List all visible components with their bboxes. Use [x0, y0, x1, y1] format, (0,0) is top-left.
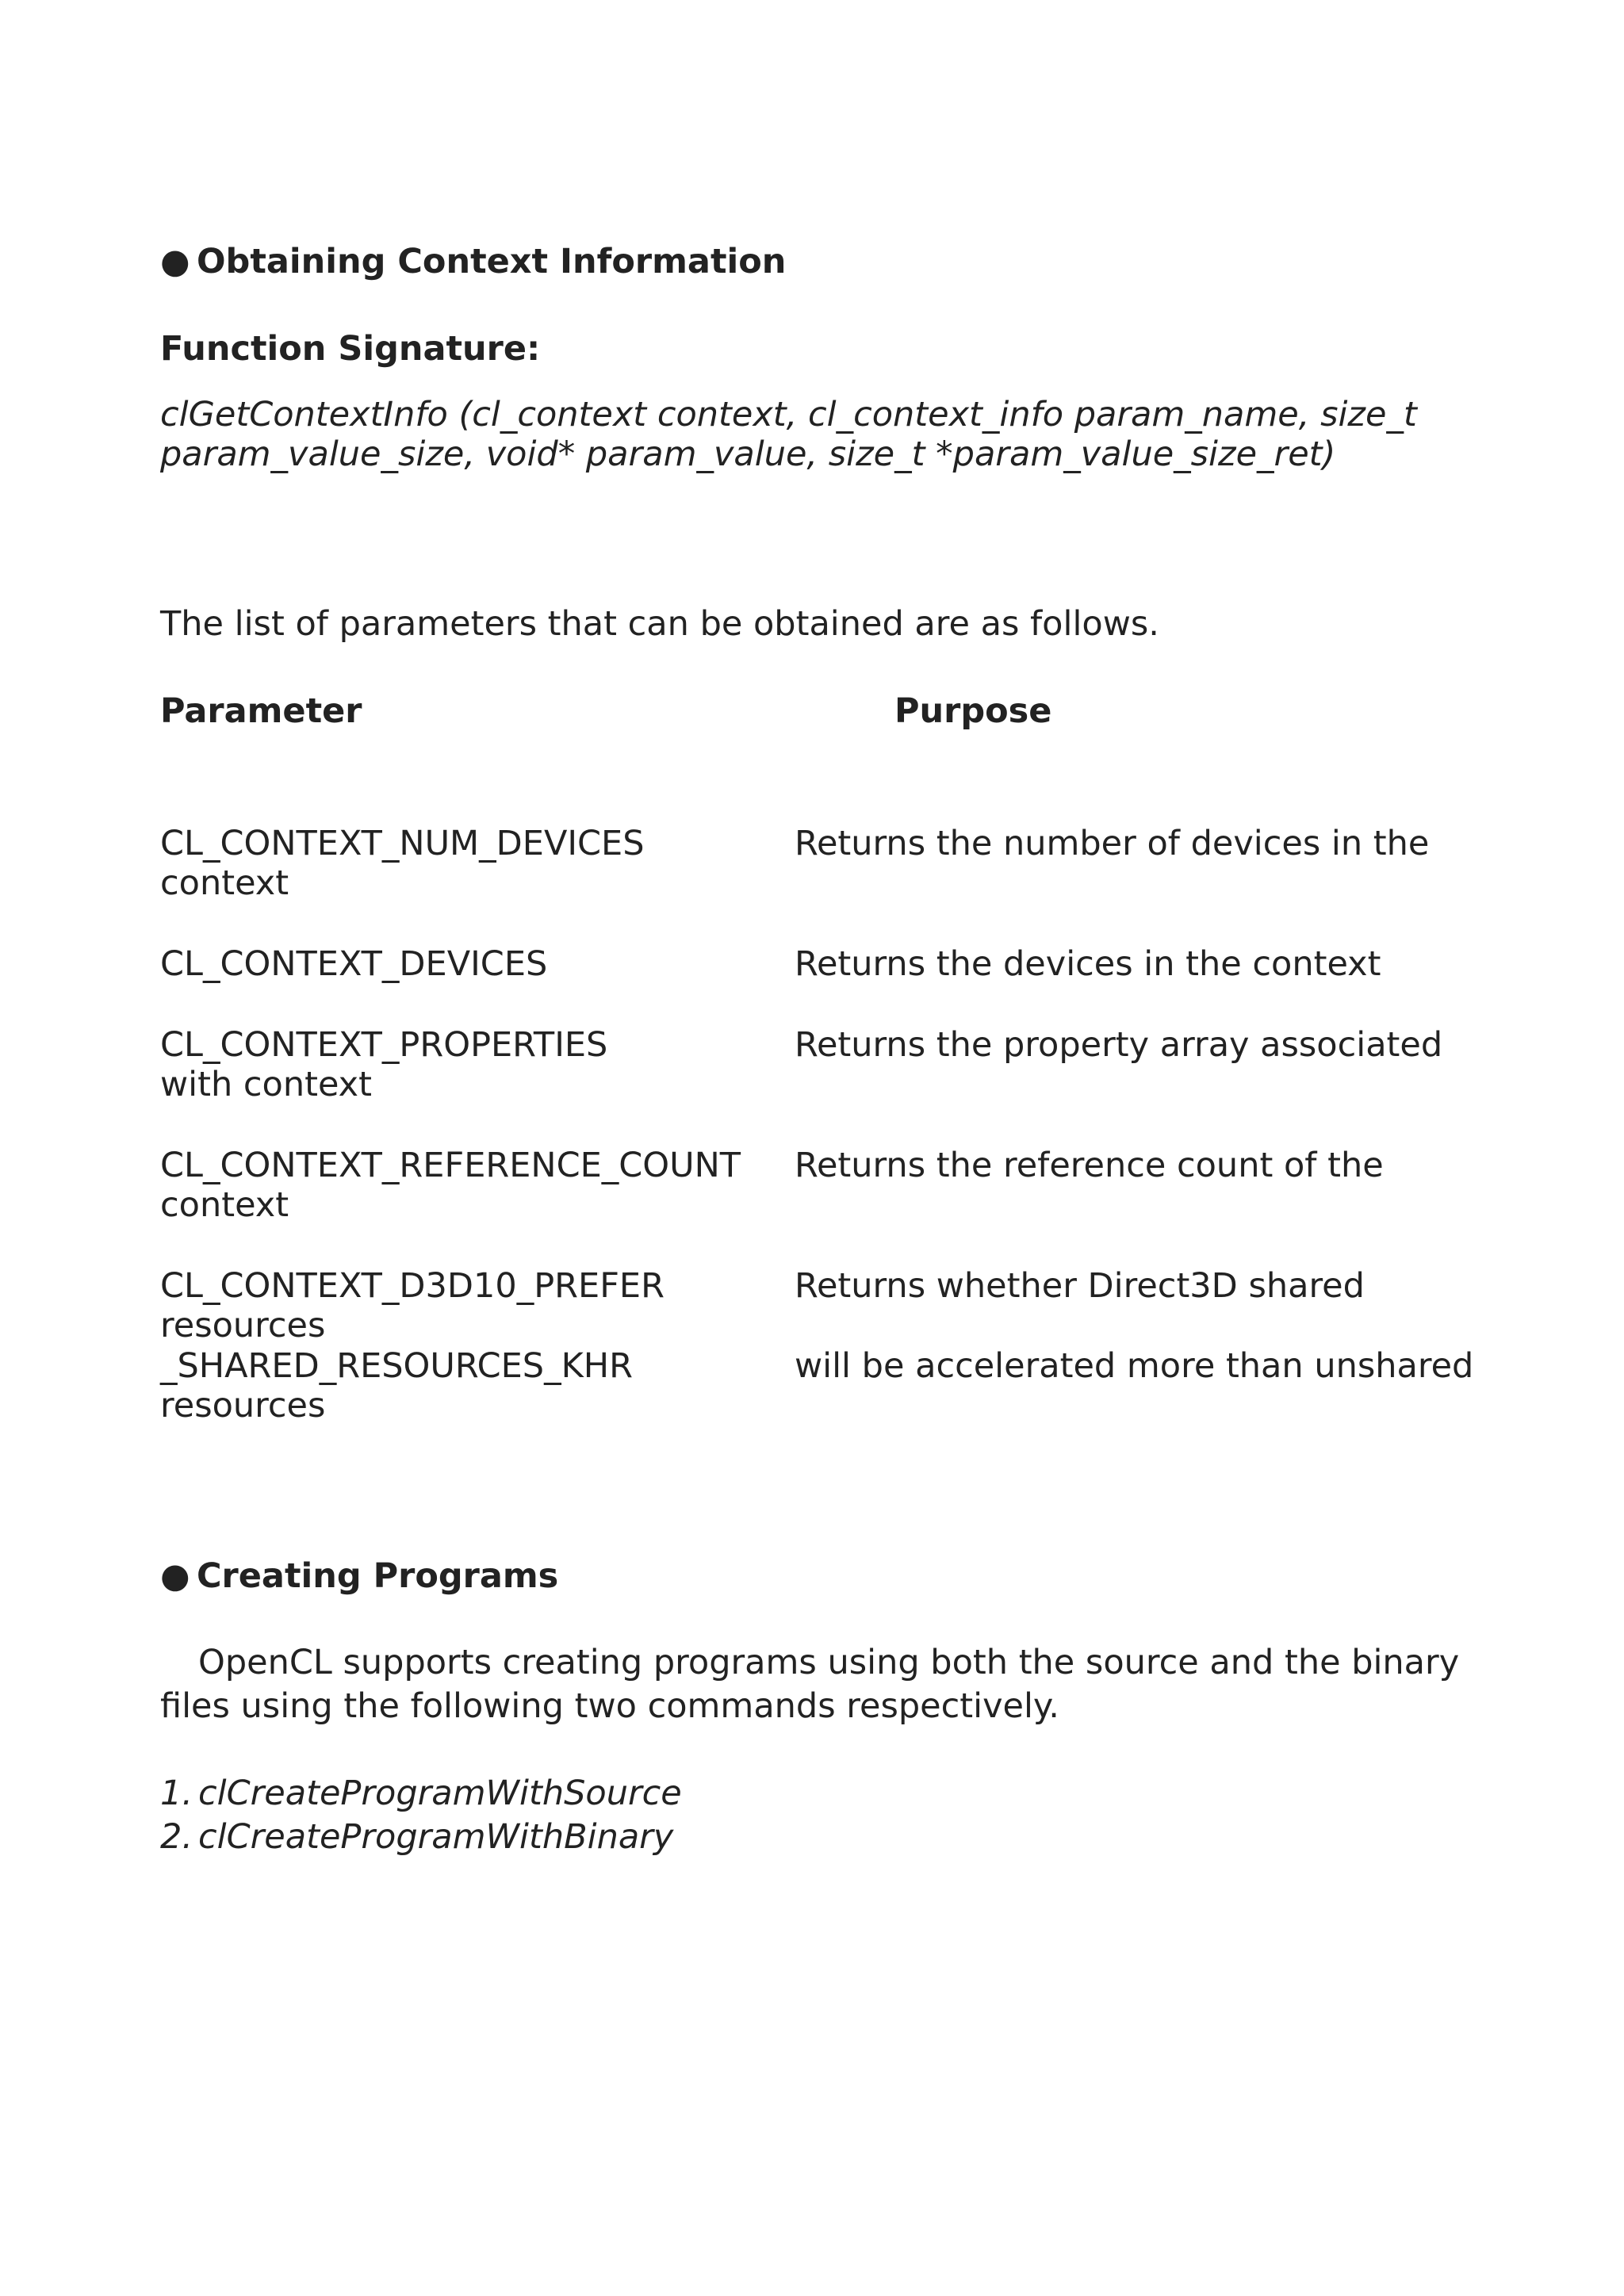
- bullet-icon: ●: [160, 1556, 190, 1596]
- table-row-param: CL_CONTEXT_D3D10_PREFER: [160, 1266, 665, 1306]
- table-row-purpose-part-2: will be accelerated more than unshared: [795, 1346, 1474, 1386]
- parameters-intro: The list of parameters that can be obtained are as follows.: [160, 604, 1159, 644]
- paragraph-line-2: files using the following two commands respectively.: [160, 1686, 1059, 1726]
- table-row-param: CL_CONTEXT_NUM_DEVICES: [160, 824, 645, 863]
- table-row-continuation-part-2: resources: [160, 1386, 326, 1425]
- section-heading-context-info: [160, 242, 786, 281]
- table-row-purpose: Returns the property array associated: [795, 1025, 1443, 1065]
- list-text: clCreateProgramWithSource: [198, 1774, 682, 1813]
- table-row-param: CL_CONTEXT_PROPERTIES: [160, 1025, 608, 1065]
- table-row-param: CL_CONTEXT_REFERENCE_COUNT: [160, 1146, 741, 1185]
- heading-text: Creating Programs: [197, 1556, 559, 1596]
- bullet-icon: ●: [160, 242, 190, 281]
- list-number: 2.: [160, 1817, 193, 1857]
- table-row-purpose: Returns the number of devices in the: [795, 824, 1430, 863]
- section-heading-creating-programs: [160, 1556, 558, 1596]
- table-row-continuation: context: [160, 1185, 289, 1225]
- list-number: 1.: [160, 1774, 193, 1813]
- heading-text: Obtaining Context Information: [197, 242, 787, 281]
- list-item: [160, 1817, 673, 1857]
- function-signature-label: Function Signature:: [160, 329, 541, 369]
- function-signature-line-1: clGetContextInfo (cl_context context, cl_context_info param_name, size_t: [160, 395, 1417, 434]
- table-row-purpose: Returns the reference count of the: [795, 1146, 1384, 1185]
- table-row-param-part-2: _SHARED_RESOURCES_KHR: [160, 1346, 633, 1386]
- table-row-purpose: Returns whether Direct3D shared: [795, 1266, 1365, 1306]
- table-row-continuation: context: [160, 863, 289, 903]
- column-header-parameter: Parameter: [160, 691, 362, 731]
- table-row-continuation: resources: [160, 1306, 326, 1345]
- table-row-param: CL_CONTEXT_DEVICES: [160, 944, 548, 984]
- column-header-purpose: Purpose: [894, 691, 1052, 731]
- table-row-continuation: with context: [160, 1065, 372, 1104]
- function-signature-line-2: param_value_size, void* param_value, size_t *param_value_size_ret): [160, 434, 1336, 474]
- table-row-purpose: Returns the devices in the context: [795, 944, 1381, 984]
- paragraph-line-1: OpenCL supports creating programs using both the source and the binary: [198, 1643, 1460, 1682]
- list-item: [160, 1774, 682, 1813]
- list-text: clCreateProgramWithBinary: [198, 1817, 674, 1857]
